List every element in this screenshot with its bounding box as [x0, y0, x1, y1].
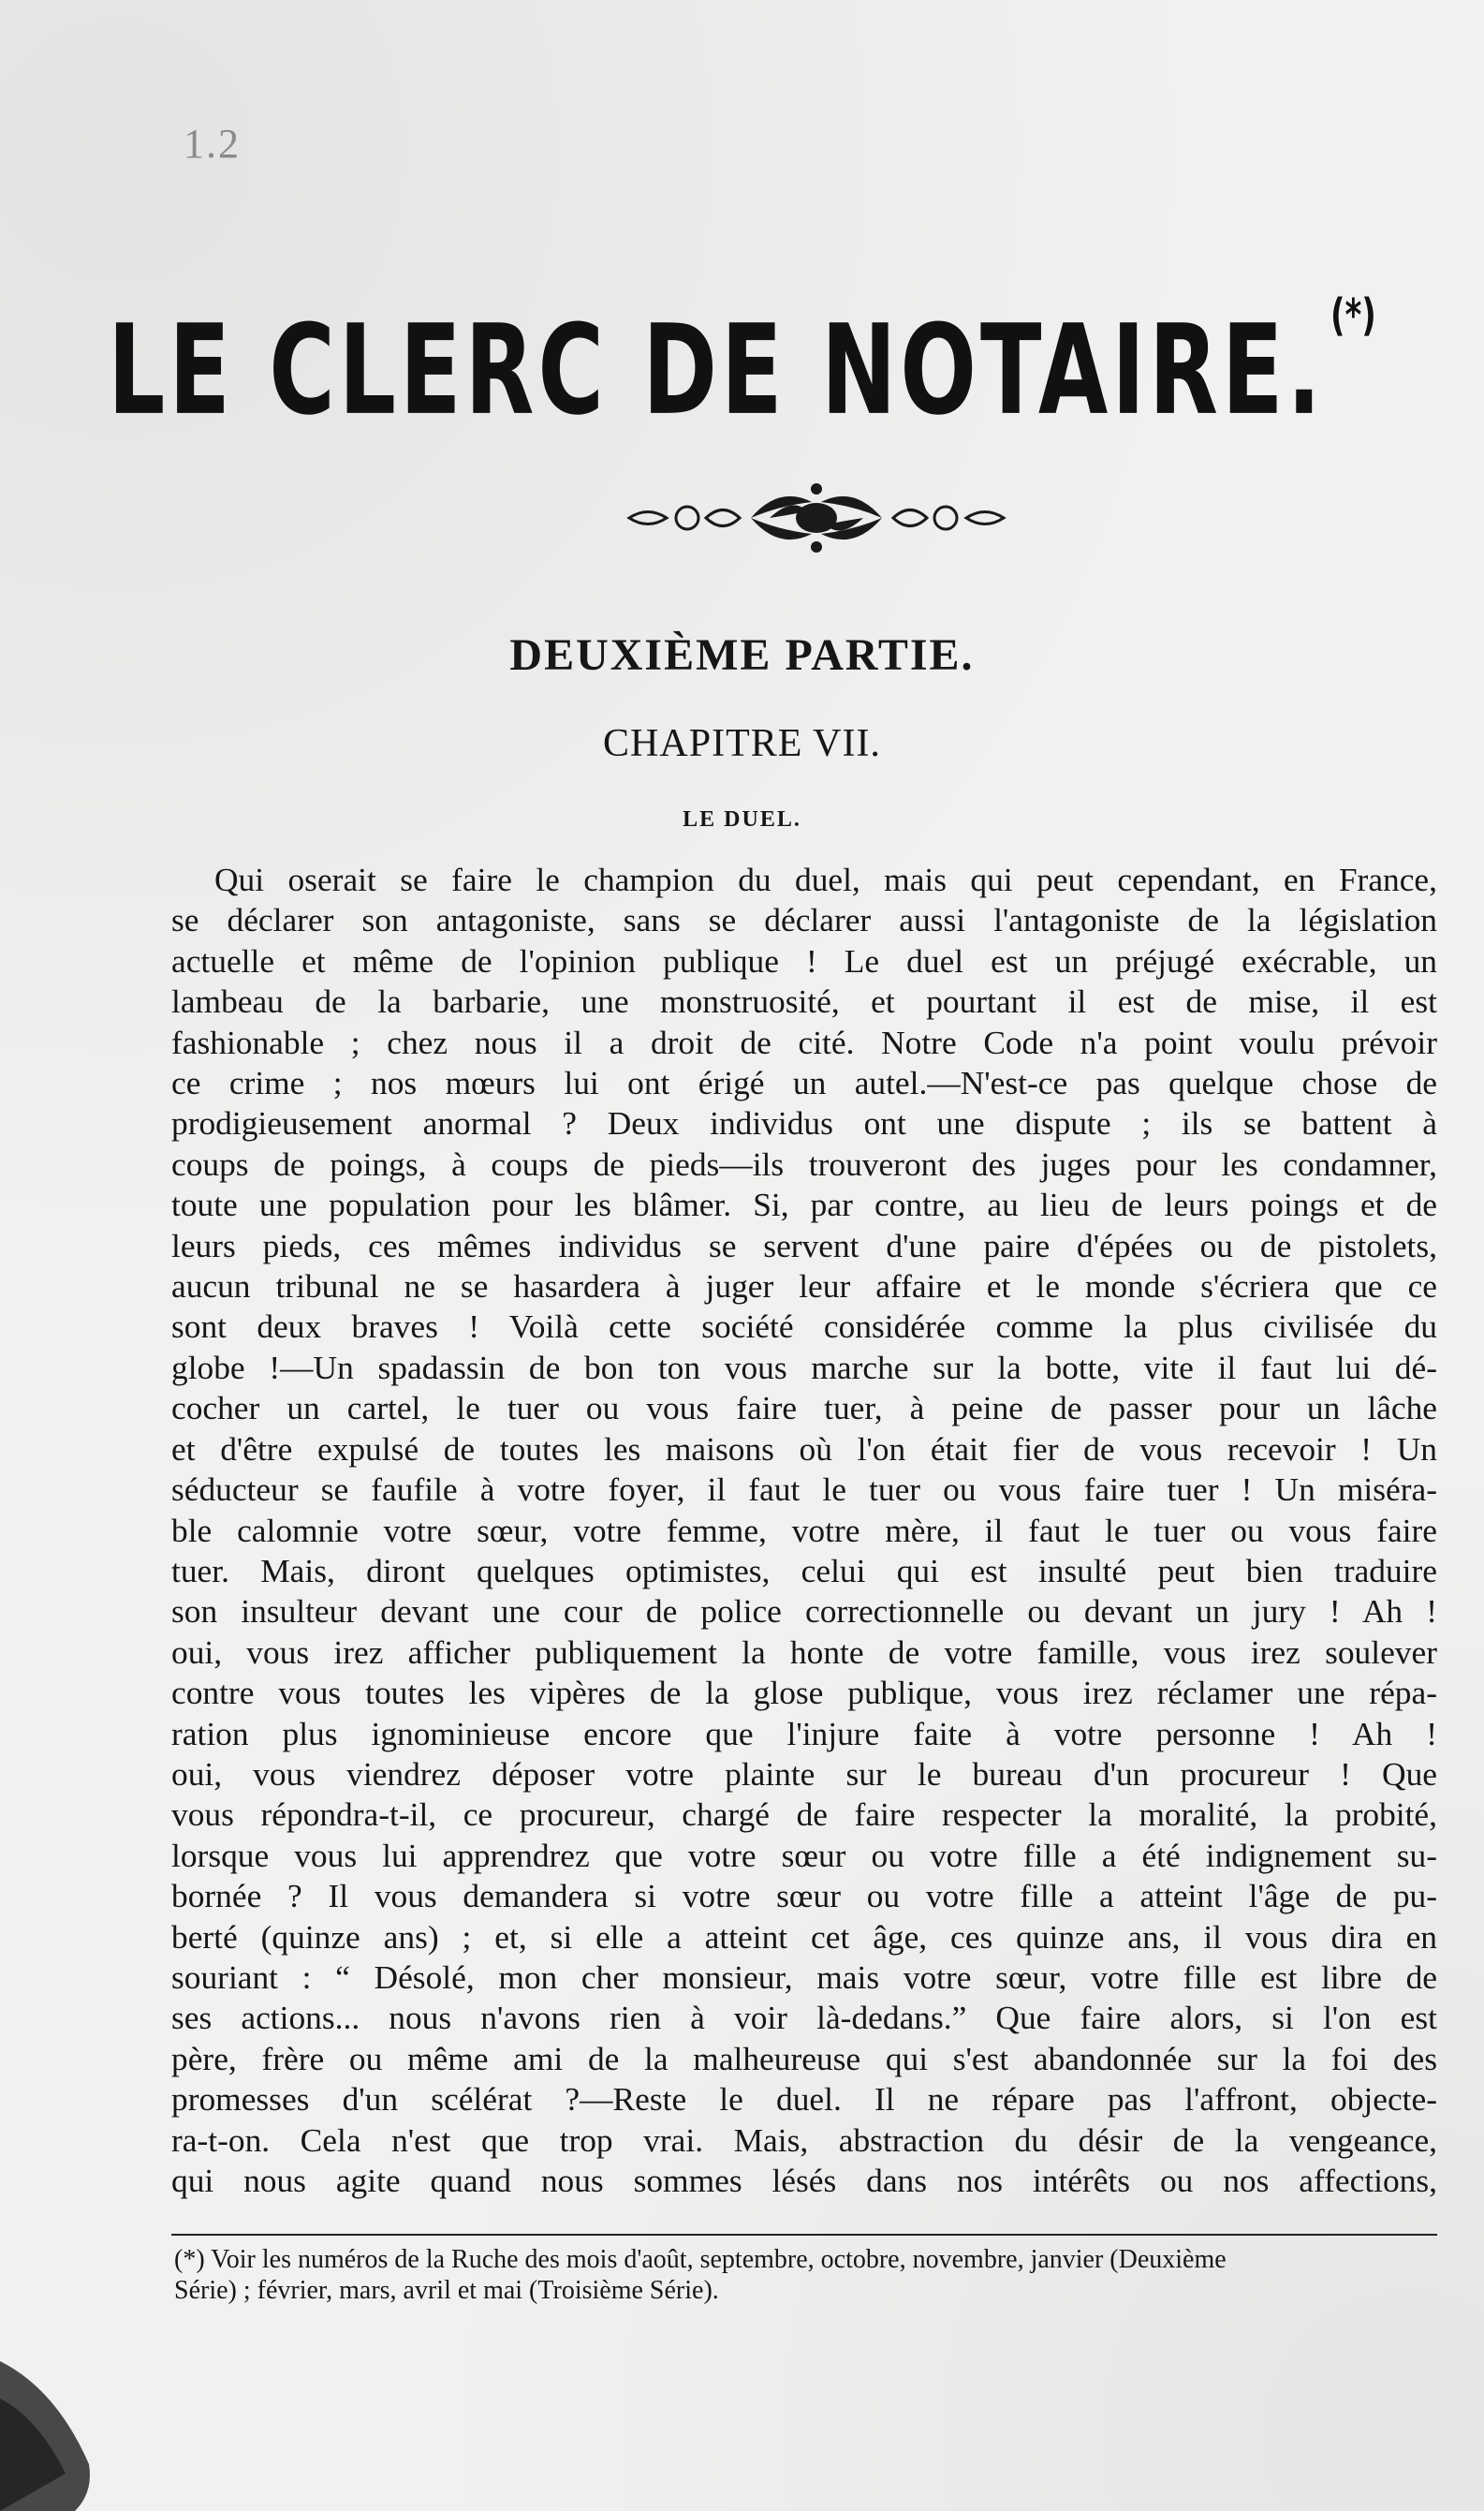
body-line: se déclarer son antagoniste, sans se déclarer aussi l'antagoniste de la législation: [171, 901, 1437, 939]
decorative-ornament-icon: [620, 478, 1013, 558]
body-paragraph: [171, 860, 1437, 2201]
body-line: ration plus ignominieuse encore que l'injure faite à votre personne ! Ah !: [171, 1714, 1437, 1752]
body-line: et d'être expulsé de toutes les maisons où l'on était fier de vous recevoir ! Un: [171, 1429, 1437, 1468]
footnote: [174, 2244, 1434, 2306]
body-line: père, frère ou même ami de la malheureuse qui s'est abandonnée sur la foi des: [171, 2039, 1437, 2077]
title-text: LE CLERC DE NOTAIRE.: [108, 298, 1325, 443]
body-line: qui nous agite quand nous sommes lésés dans nos intérêts ou nos affections,: [171, 2162, 1437, 2199]
page-title: [0, 289, 1484, 443]
body-line: leurs pieds, ces mêmes individus se servent d'une paire d'épées ou de pistolets,: [171, 1226, 1437, 1264]
body-line: actuelle et même de l'opinion publique ! Le duel est un préjugé exécrable, un: [171, 941, 1437, 980]
title-footnote-marker: (*): [1330, 289, 1376, 342]
body-line: cocher un cartel, le tuer ou vous faire tuer, à peine de passer pour un lâche: [171, 1389, 1437, 1427]
body-line: lambeau de la barbarie, une monstruosité, et pourtant il est de mise, il est: [171, 982, 1437, 1021]
body-line: globe !—Un spadassin de bon ton vous marche sur la botte, vite il faut lui dé-: [171, 1348, 1437, 1386]
body-line: bornée ? Il vous demandera si votre sœur ou votre fille a atteint l'âge de pu-: [171, 1877, 1437, 1915]
body-line: séducteur se faufile à votre foyer, il faut le tuer ou vous faire tuer ! Un miséra-: [171, 1470, 1437, 1509]
chapter-heading: CHAPITRE VII.: [603, 722, 881, 765]
body-line: ses actions... nous n'avons rien à voir là-dedans.” Que faire alors, si l'on est: [171, 1999, 1437, 2037]
body-line: oui, vous irez afficher publiquement la honte de votre famille, vous irez soulever: [171, 1632, 1437, 1671]
page-edge-shadow: [0, 2324, 103, 2511]
body-line: aucun tribunal ne se hasardera à juger leur affaire et le monde s'écriera que ce: [171, 1267, 1437, 1306]
body-line: ce crime ; nos mœurs lui ont érigé un autel.—N'est-ce pas quelque chose de: [171, 1064, 1437, 1102]
footnote-line: Série) ; février, mars, avril et mai (Troisième Série).: [174, 2276, 719, 2305]
body-line: tuer. Mais, diront quelques optimistes, celui qui est insulté peut bien traduire: [171, 1551, 1437, 1589]
body-line: son insulteur devant une cour de police correctionnelle ou devant un jury ! Ah !: [171, 1592, 1437, 1631]
body-line: lorsque vous lui apprendrez que votre sœur ou votre fille a été indignement su-: [171, 1836, 1437, 1874]
body-line: vous répondra-t-il, ce procureur, chargé de faire respecter la moralité, la probité,: [171, 1795, 1437, 1834]
page-number: 1.2: [184, 121, 241, 167]
body-line: contre vous toutes les vipères de la glose publique, vous irez réclamer une répa-: [171, 1674, 1437, 1712]
body-line: fashionable ; chez nous il a droit de cité. Notre Code n'a point voulu prévoir: [171, 1023, 1437, 1061]
body-line: promesses d'un scélérat ?—Reste le duel. Il ne répare pas l'affront, objecte-: [171, 2080, 1437, 2119]
body-line: coups de poings, à coups de pieds—ils trouveront des juges pour les condamner,: [171, 1145, 1437, 1183]
part-heading: DEUXIÈME PARTIE.: [509, 630, 975, 680]
body-line: ra-t-on. Cela n'est que trop vrai. Mais, abstraction du désir de la vengeance,: [171, 2120, 1437, 2159]
body-line: sont deux braves ! Voilà cette société considérée comme la plus civilisée du: [171, 1307, 1437, 1346]
body-line: Qui oserait se faire le champion du duel, mais qui peut cependant, en France,: [214, 861, 1437, 898]
body-line: berté (quinze ans) ; et, si elle a atteint cet âge, ces quinze ans, il vous dira en: [171, 1917, 1437, 1956]
body-line: oui, vous viendrez déposer votre plainte sur le bureau d'un procureur ! Que: [171, 1754, 1437, 1793]
body-line: toute une population pour les blâmer. Si, par contre, au lieu de leurs poings et de: [171, 1186, 1437, 1224]
body-line: ble calomnie votre sœur, votre femme, votre mère, il faut le tuer ou vous faire: [171, 1511, 1437, 1549]
body-line: souriant : “ Désolé, mon cher monsieur, mais votre sœur, votre fille est libre de: [171, 1957, 1437, 1996]
footnote-line: (*) Voir les numéros de la Ruche des mois d'août, septembre, octobre, novembre, janvier (Deuxième: [174, 2245, 1227, 2274]
section-heading: LE DUEL.: [683, 807, 801, 832]
body-line: prodigieusement anormal ? Deux individus ont une dispute ; ils se battent à: [171, 1104, 1437, 1143]
footnote-divider: [171, 2234, 1437, 2236]
